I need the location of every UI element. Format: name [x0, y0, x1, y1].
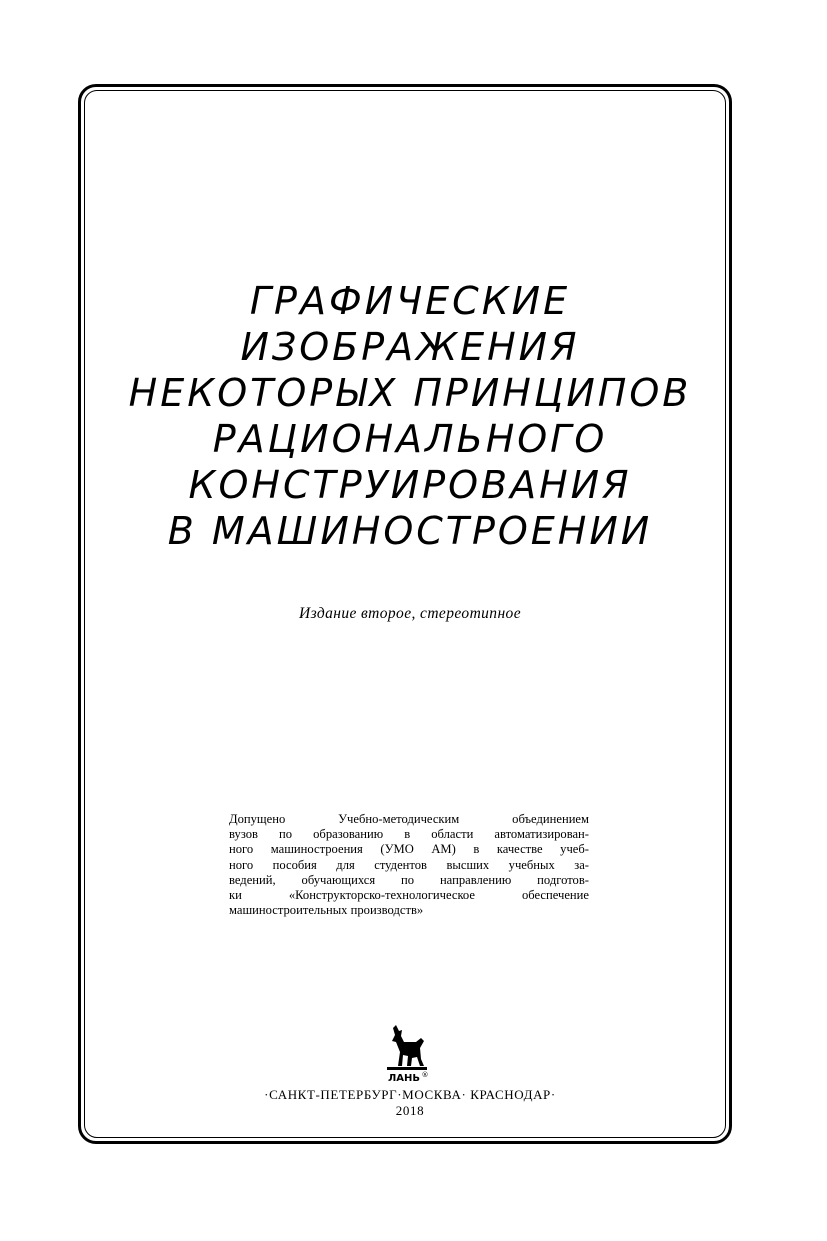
approval-line-5: ведений, обучающихся по направлению подготов- — [229, 872, 589, 887]
logo-registered-mark: ® — [421, 1071, 429, 1079]
publisher-footer — [100, 1087, 720, 1119]
title-line-6: В МАШИНОСТРОЕНИИ — [167, 509, 653, 553]
approval-line-3: ного машиностроения (УМО АМ) в качестве учеб- — [229, 842, 589, 857]
title-line-2: ИЗОБРАЖЕНИЯ — [240, 325, 580, 369]
approval-line-1: Допущено Учебно-методическим объединением — [229, 812, 589, 826]
book-title — [100, 278, 720, 554]
title-line-1: ГРАФИЧЕСКИЕ — [249, 279, 571, 323]
approval-line-7: машиностроительных производств» — [229, 903, 424, 918]
approval-line-6: ки «Конструкторско-технологическое обеспечение — [229, 888, 589, 903]
title-line-3: НЕКОТОРЫХ ПРИНЦИПОВ — [128, 371, 692, 415]
edition-note: Издание второе, стереотипное — [299, 605, 521, 622]
logo-text: ЛАНЬ — [387, 1073, 421, 1084]
title-line-5: КОНСТРУИРОВАНИЯ — [188, 463, 632, 507]
publisher-logo-icon — [383, 1022, 431, 1084]
approval-line-4: ного пособия для студентов высших учебных за- — [229, 857, 589, 872]
approval-statement — [229, 812, 589, 918]
title-line-4: РАЦИОНАЛЬНОГО — [212, 417, 608, 461]
publication-year: 2018 — [395, 1103, 425, 1118]
publisher-cities: ·САНКТ-ПЕТЕРБУРГ·МОСКВА· КРАСНОДАР· — [264, 1087, 556, 1102]
approval-line-2: вузов по образованию в области автоматизирован- — [229, 827, 589, 842]
